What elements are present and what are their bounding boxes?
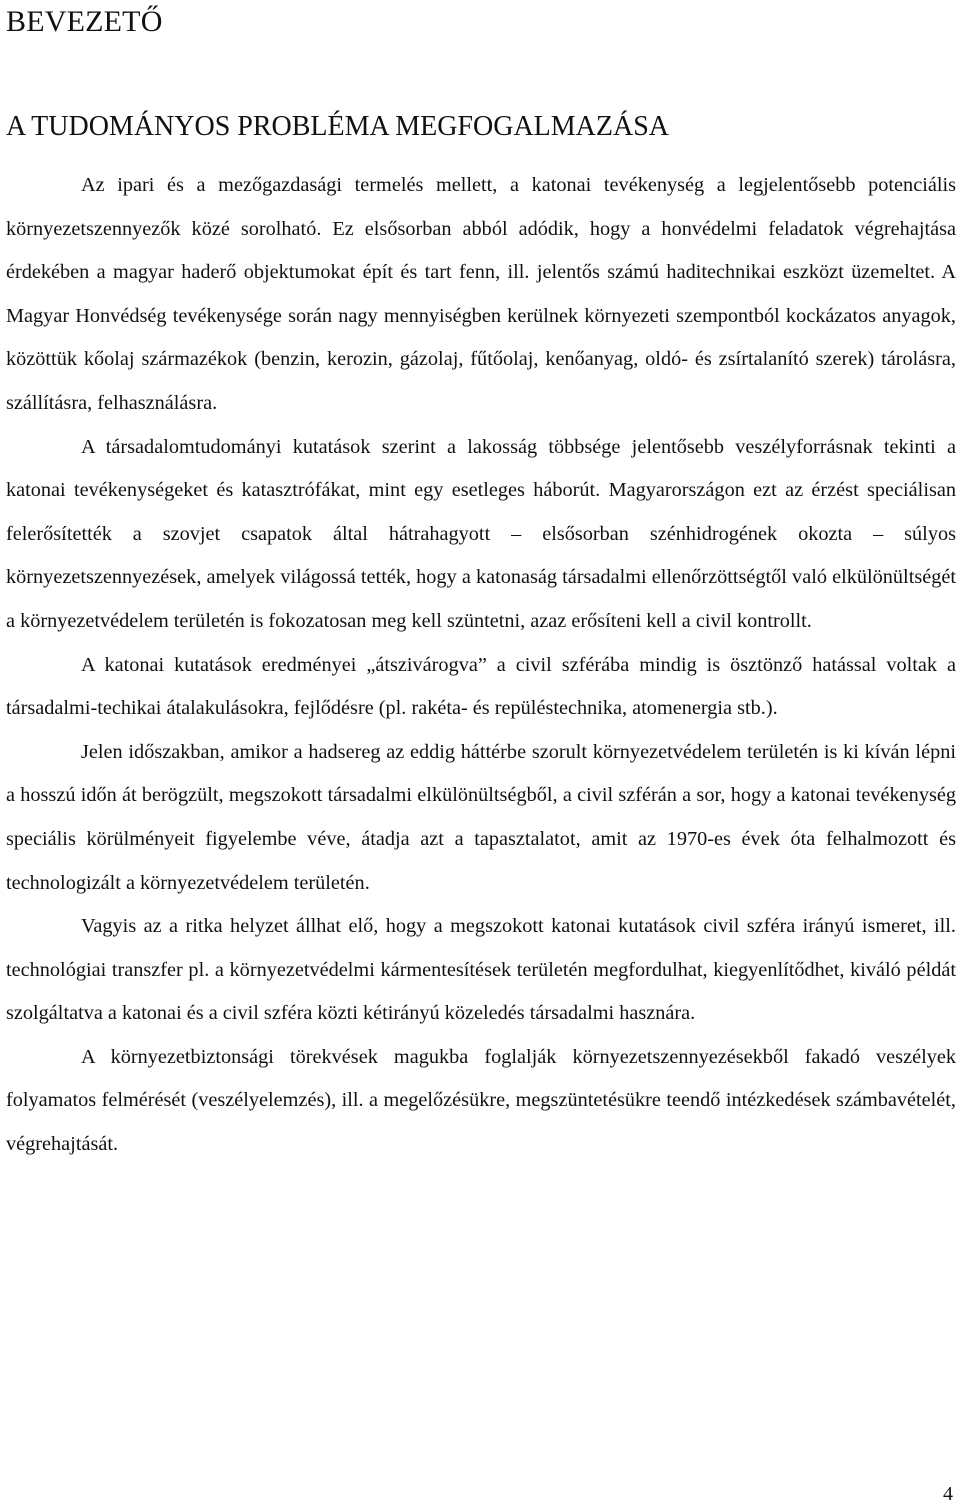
page-number: 4 bbox=[943, 1483, 953, 1505]
paragraph-3: A katonai kutatások eredményei „átszivárogva” a civil szférába mindig is ösztönző hatással voltak a társadalmi-techikai átalakulásokra, fejlődésre (pl. rakéta- és repüléstechnika, atomenergia stb.). bbox=[6, 653, 956, 720]
chapter-title: BEVEZETŐ bbox=[6, 5, 163, 38]
paragraph-4: Jelen időszakban, amikor a hadsereg az eddig háttérbe szorult környezetvédelem területén is ki kíván lépni a hosszú időn át berögzült, megszokott társadalmi elkülönültségből, a civil szférán a sor, hogy a katonai tevékenység speciális körülményeit figyelembe véve, átadja azt a tapasztalatot, amit az 1970-es évek óta felhalmozott és technologizált a környezetvédelem területén. bbox=[6, 740, 956, 894]
paragraph-1: Az ipari és a mezőgazdasági termelés mellett, a katonai tevékenység a legjelentősebb potenciális környezetszennyezők közé sorolható. Ez elsősorban abból adódik, hogy a honvédelmi feladatok végrehajtása érdekében a magyar haderő objektumokat épít és tart fenn, ill. jelentős számú haditechnikai eszközt üzemeltet. A Magyar Honvédség tevékenysége során nagy mennyiségben kerülnek környezeti szempontból kockázatos anyagok, közöttük kőolaj származékok (benzin, kerozin, gázolaj, fűtőolaj, kenőanyag, oldó- és zsírtalanító szerek) tárolásra, szállításra, felhasználásra. bbox=[6, 174, 956, 414]
body-text bbox=[6, 164, 956, 1167]
paragraph-2: A társadalomtudományi kutatások szerint a lakosság többsége jelentősebb veszélyforrásnak tekinti a katonai tevékenységeket és katasztrófákat, mint egy esetleges háborút. Magyarországon ezt az érzést speciálisan felerősítették a szovjet csapatok által hátrahagyott – elsősorban szénhidrogének okozta – súlyos környezetszennyezések, amelyek világossá tették, hogy a katonaság társadalmi ellenőrzöttségtől való elkülönültségét a környezetvédelem területén is fokozatosan meg kell szüntetni, azaz erősíteni kell a civil kontrollt. bbox=[6, 435, 956, 632]
section-title: A TUDOMÁNYOS PROBLÉMA MEGFOGALMAZÁSA bbox=[6, 111, 670, 142]
paragraph-5: Vagyis az a ritka helyzet állhat elő, hogy a megszokott katonai kutatások civil szféra irányú ismeret, ill. technológiai transzfer pl. a környezetvédelmi kármentesítések területén megfordulhat, kiegyenlítődhet, kiváló példát szolgáltatva a katonai és a civil szféra közti kétirányú közeledés társadalmi hasznára. bbox=[6, 915, 956, 1025]
paragraph-6: A környezetbiztonsági törekvések magukba foglalják környezetszennyezésekből fakadó veszélyek folyamatos felmérését (veszélyelemzés), ill. a megelőzésükre, megszüntetésükre teendő intézkedések számbavételét, végrehajtását. bbox=[6, 1045, 956, 1156]
